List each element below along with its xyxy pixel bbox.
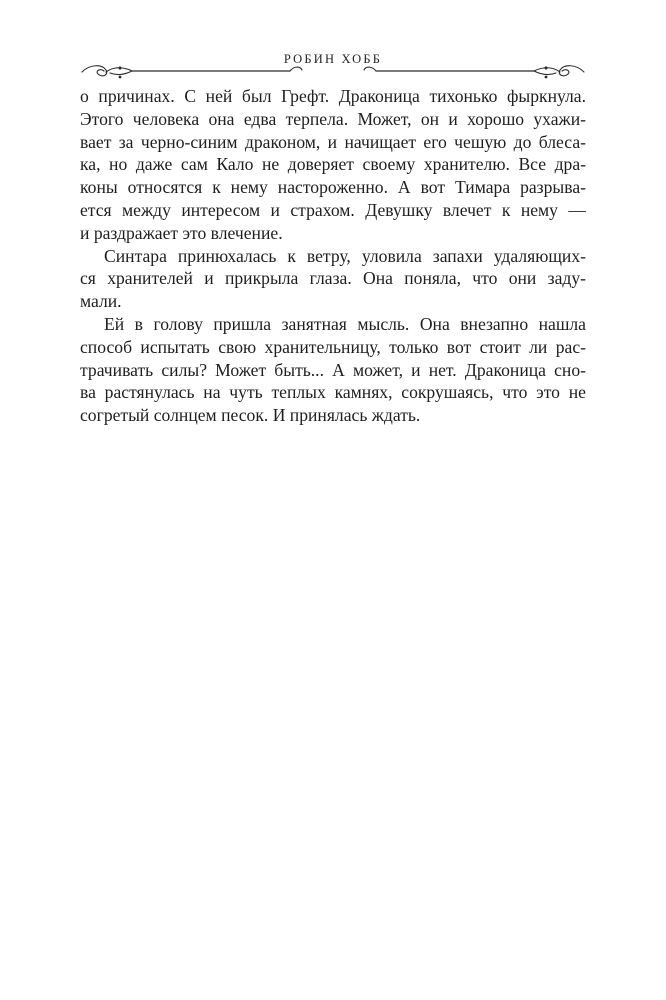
main-text	[80, 85, 586, 427]
text-line: ся хранителей и прикрыла глаза. Она поняла, что они заду-	[80, 268, 586, 289]
text-line: мали.	[80, 291, 122, 312]
text-line: ется между интересом и страхом. Девушку влечет к нему —	[80, 199, 586, 220]
text-line: согретый солнцем песок. И принялась ждать.	[80, 405, 421, 426]
text-line: вает за черно-синим драконом, и начищает его чешую до блеса-	[80, 131, 586, 152]
text-line: трачивать силы? Может быть... А может, и нет. Драконица сно-	[80, 359, 586, 380]
running-header	[80, 52, 586, 82]
text-line: о причинах. С ней был Грефт. Драконица тихонько фыркнула.	[80, 86, 586, 106]
running-head-author: РОБИН ХОББ	[283, 52, 383, 66]
text-line: Синтара принюхалась к ветру, уловила запахи удаляющих-	[104, 245, 586, 266]
text-line: Ей в голову пришла занятная мысль. Она внезапно нашла	[104, 313, 586, 334]
header-ornament	[80, 62, 586, 82]
text-line: ва растянулась на чуть теплых камнях, сокрушаясь, что это не	[80, 382, 586, 403]
text-line: способ испытать свою хранительницу, только вот стоит ли рас-	[80, 336, 586, 357]
text-line: Этого человека она едва терпела. Может, он и хорошо ухажи-	[80, 108, 586, 129]
text-line: коны относятся к нему настороженно. А вот Тимара разрыва-	[80, 177, 586, 198]
text-line: ка, но даже сам Кало не доверяет своему хранителю. Все дра-	[80, 154, 586, 175]
text-line: и раздражает это влечение.	[80, 222, 283, 243]
